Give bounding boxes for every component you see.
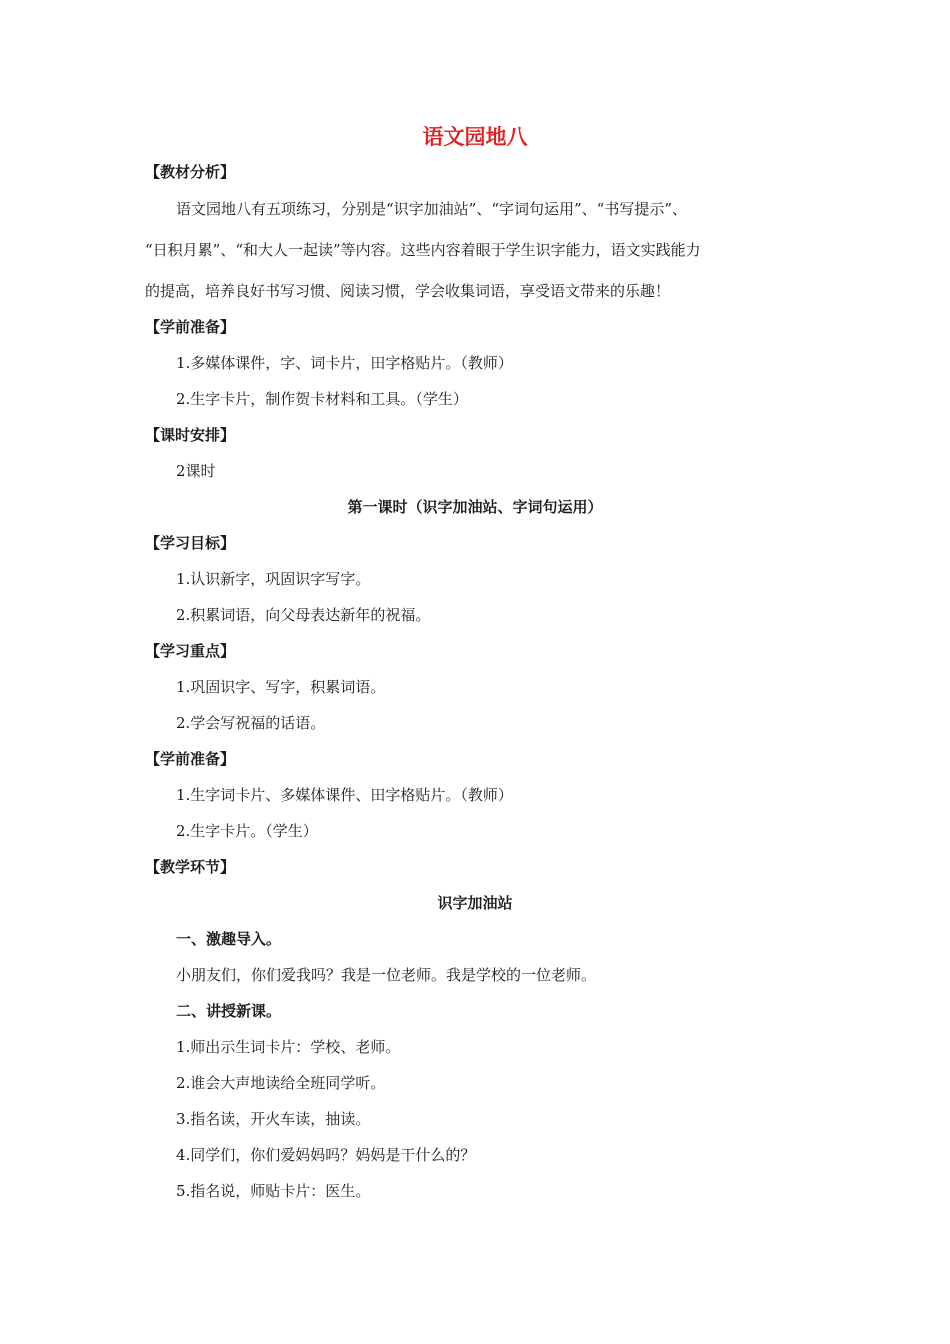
list-item: 2课时 [176,462,216,480]
section-heading-goals: 【学习目标】 [145,534,236,552]
section-heading-focus: 【学习重点】 [145,642,236,660]
list-item: 3.指名读，开火车读，抽读。 [176,1110,371,1128]
list-item: 2.生字卡片。（学生） [176,822,318,840]
section-heading-analysis: 【教材分析】 [145,163,236,181]
section-heading-prep: 【学前准备】 [145,318,236,336]
list-item: 1.生字词卡片、多媒体课件、田字格贴片。（教师） [176,786,513,804]
list-item: 1.认识新字，巩固识字写字。 [176,570,371,588]
list-item: 2.生字卡片，制作贺卡材料和工具。（学生） [176,390,468,408]
paragraph-line: 的提高，培养良好书写习惯、阅读习惯，学会收集词语，享受语文带来的乐趣！ [145,282,671,300]
document-title: 语文园地八 [422,124,528,149]
lesson-title: 第一课时（识字加油站、字词句运用） [347,498,603,516]
paragraph-line: “日积月累”、“和大人一起读”等内容。这些内容着眼于学生识字能力，语文实践能力 [145,241,701,259]
section-heading-teaching: 【教学环节】 [145,858,236,876]
list-item: 4.同学们，你们爱妈妈吗？妈妈是干什么的？ [176,1146,476,1164]
paragraph-line: 小朋友们，你们爱我吗？我是一位老师。我是学校的一位老师。 [176,966,597,984]
section-heading-prep-2: 【学前准备】 [145,750,236,768]
step-heading: 一、激趣导入。 [176,930,282,948]
paragraph-line: 语文园地八有五项练习，分别是“识字加油站”、“字词句运用”、“书写提示”、 [176,200,688,218]
list-item: 5.指名说，师贴卡片：医生。 [176,1182,371,1200]
section-heading-schedule: 【课时安排】 [145,426,236,444]
list-item: 1.多媒体课件，字、词卡片，田字格贴片。（教师） [176,354,513,372]
step-heading: 二、讲授新课。 [176,1002,282,1020]
list-item: 2.谁会大声地读给全班同学听。 [176,1074,386,1092]
list-item: 1.巩固识字、写字，积累词语。 [176,678,386,696]
list-item: 1.师出示生词卡片：学校、老师。 [176,1038,401,1056]
subsection-title: 识字加油站 [437,894,513,912]
list-item: 2.学会写祝福的话语。 [176,714,326,732]
list-item: 2.积累词语，向父母表达新年的祝福。 [176,606,431,624]
